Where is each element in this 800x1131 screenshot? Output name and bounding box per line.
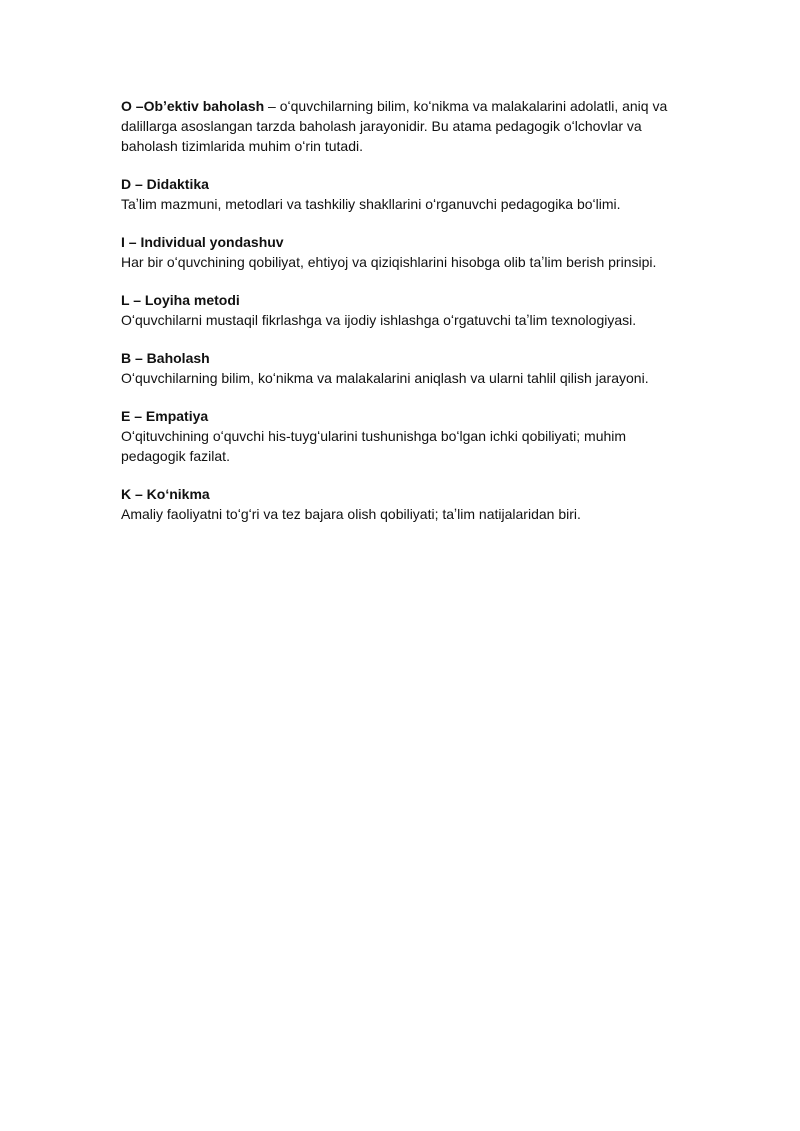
entry-term: O –Obʼektiv baholash: [121, 98, 265, 114]
glossary-entry-skill: [121, 484, 677, 524]
entry-definition: – oʻquvchilarning bilim, koʻnikma va malakalarini adolatli, aniq va dalillarga asoslangan tarzda baholash jarayonidir. Bu atama pedagogik oʻlchovlar va baholash tizimlarida muhim oʻrin tutadi.: [121, 98, 668, 154]
entry-term: E – Empatiya: [121, 408, 209, 424]
entry-term: B – Baholash: [121, 350, 210, 366]
entry-term: D – Didaktika: [121, 176, 209, 192]
glossary-content: [121, 96, 677, 542]
entry-term: I – Individual yondashuv: [121, 234, 284, 250]
glossary-entry-project-method: [121, 290, 677, 330]
entry-definition: Oʻquvchilarning bilim, koʻnikma va malakalarini aniqlash va ularni tahlil qilish jarayoni.: [121, 370, 649, 386]
entry-definition: Har bir oʻquvchining qobiliyat, ehtiyoj va qiziqishlarini hisobga olib taʼlim berish prinsipi.: [121, 254, 657, 270]
entry-term: K – Koʻnikma: [121, 486, 210, 502]
entry-term: L – Loyiha metodi: [121, 292, 240, 308]
glossary-entry-objective-assessment: [121, 96, 677, 156]
entry-definition: Oʻquvchilarni mustaqil fikrlashga va ijodiy ishlashga oʻrgatuvchi taʼlim texnologiyasi.: [121, 312, 637, 328]
entry-definition: Taʼlim mazmuni, metodlari va tashkiliy shakllarini oʻrganuvchi pedagogika boʻlimi.: [121, 196, 621, 212]
entry-paragraph: [121, 96, 677, 156]
glossary-entry-assessment: [121, 348, 677, 388]
glossary-entry-individual-approach: [121, 232, 677, 272]
entry-definition: Oʻqituvchining oʻquvchi his-tuygʻularini tushunishga boʻlgan ichki qobiliyati; muhim pedagogik fazilat.: [121, 428, 627, 464]
glossary-entry-didactics: [121, 174, 677, 214]
entry-definition: Amaliy faoliyatni toʻgʻri va tez bajara olish qobiliyati; taʼlim natijalaridan biri.: [121, 506, 581, 522]
glossary-entry-empathy: [121, 406, 677, 466]
